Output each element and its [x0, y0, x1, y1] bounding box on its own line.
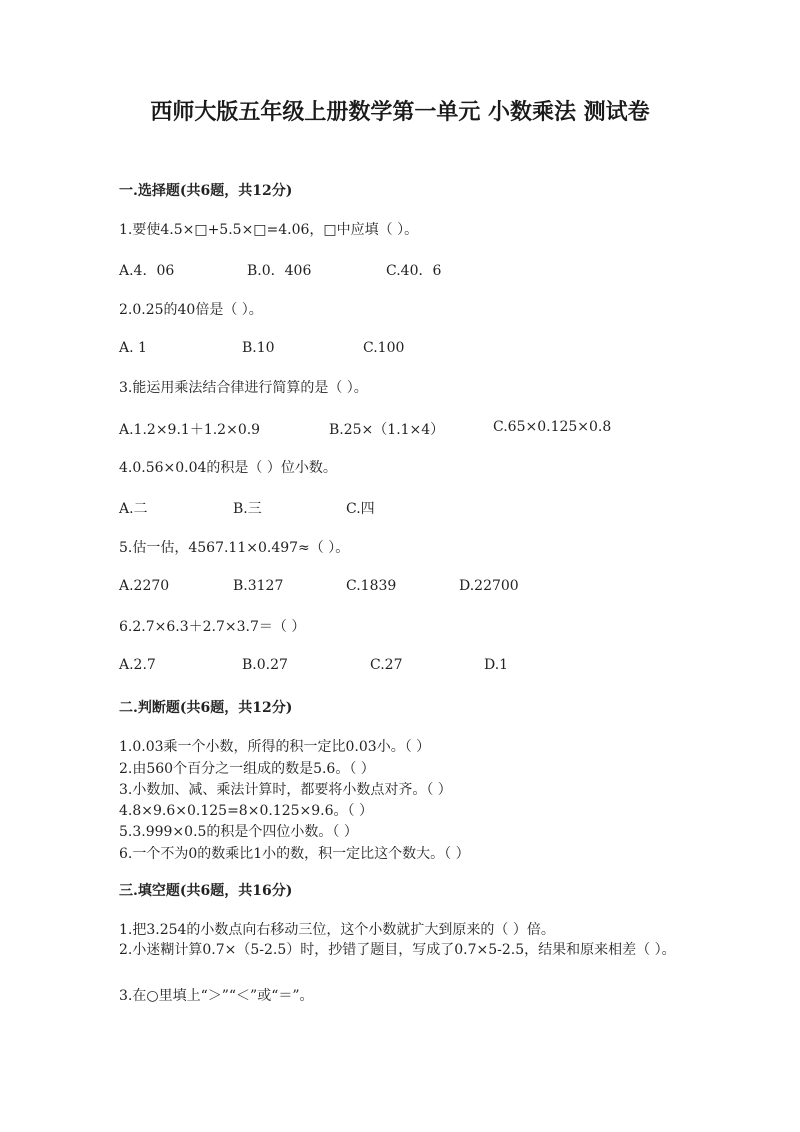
question-1-option-b: B.0．406 [247, 263, 312, 279]
question-5-option-c: C.1839 [346, 578, 397, 594]
page-title: 西师大版五年级上册数学第一单元 小数乘法 测试卷 [150, 99, 650, 125]
fill-in-item: 1.把3.254的小数点向右移动三位，这个小数就扩大到原来的（ ）倍。 [119, 922, 555, 938]
question-6-option-a: A.2.7 [119, 657, 156, 673]
question-3-option-c: C.65×0.125×0.8 [493, 419, 612, 435]
question-1-option-c: C.40．6 [386, 263, 442, 279]
question-5-option-d: D.22700 [459, 578, 519, 594]
question-5-option-b: B.3127 [233, 578, 284, 594]
question-4-option-a: A.二 [119, 501, 148, 517]
question-6-option-d: D.1 [484, 657, 509, 673]
judgment-item: 2.由560个百分之一组成的数是5.6。（ ） [119, 761, 375, 777]
question-5-stem: 5.估一估，4567.11×0.497≈（ ）。 [119, 540, 350, 556]
question-3-stem: 3.能运用乘法结合律进行简算的是（ ）。 [119, 380, 368, 396]
question-2-stem: 2.0.25的40倍是（ ）。 [119, 302, 263, 318]
judgment-item: 3.小数加、减、乘法计算时，都要将小数点对齐。（ ） [119, 782, 452, 798]
section-heading-judgment: 二.判断题(共6题，共12分) [119, 700, 293, 716]
question-2-option-b: B.10 [242, 340, 275, 356]
section-heading-fill-in: 三.填空题(共6题，共16分) [119, 883, 293, 899]
question-3-option-a: A.1.2×9.1＋1.2×0.9 [119, 422, 261, 438]
question-4-stem: 4.0.56×0.04的积是（ ）位小数。 [119, 460, 337, 476]
section-heading-choice: 一.选择题(共6题，共12分) [119, 183, 293, 199]
question-5-option-a: A.2270 [119, 578, 170, 594]
question-1-stem: 1.要使4.5×□+5.5×□=4.06，□中应填（ ）。 [119, 222, 419, 238]
judgment-item: 1.0.03乘一个小数，所得的积一定比0.03小。（ ） [119, 739, 431, 755]
judgment-item: 6.一个不为0的数乘比1小的数，积一定比这个数大。（ ） [119, 846, 470, 862]
question-4-option-b: B.三 [233, 501, 262, 517]
question-1-option-a: A.4．06 [119, 263, 175, 279]
question-3-option-b: B.25×（1.1×4） [329, 422, 445, 438]
question-2-option-a: A. 1 [119, 340, 147, 356]
question-6-option-b: B.0.27 [242, 657, 288, 673]
fill-in-item: 3.在○里填上“＞”“＜”或“＝”。 [119, 988, 314, 1004]
fill-in-item: 2.小迷糊计算0.7×（5-2.5）时，抄错了题目，写成了0.7×5-2.5，结果和原来相差（ ）。 [119, 942, 676, 958]
question-6-option-c: C.27 [370, 657, 403, 673]
judgment-item: 5.3.999×0.5的积是个四位小数。（ ） [119, 824, 358, 840]
question-2-option-c: C.100 [363, 340, 405, 356]
question-6-stem: 6.2.7×6.3＋2.7×3.7＝（ ） [119, 619, 306, 635]
judgment-item: 4.8×9.6×0.125=8×0.125×9.6。（ ） [119, 803, 373, 819]
question-4-option-c: C.四 [346, 501, 375, 517]
